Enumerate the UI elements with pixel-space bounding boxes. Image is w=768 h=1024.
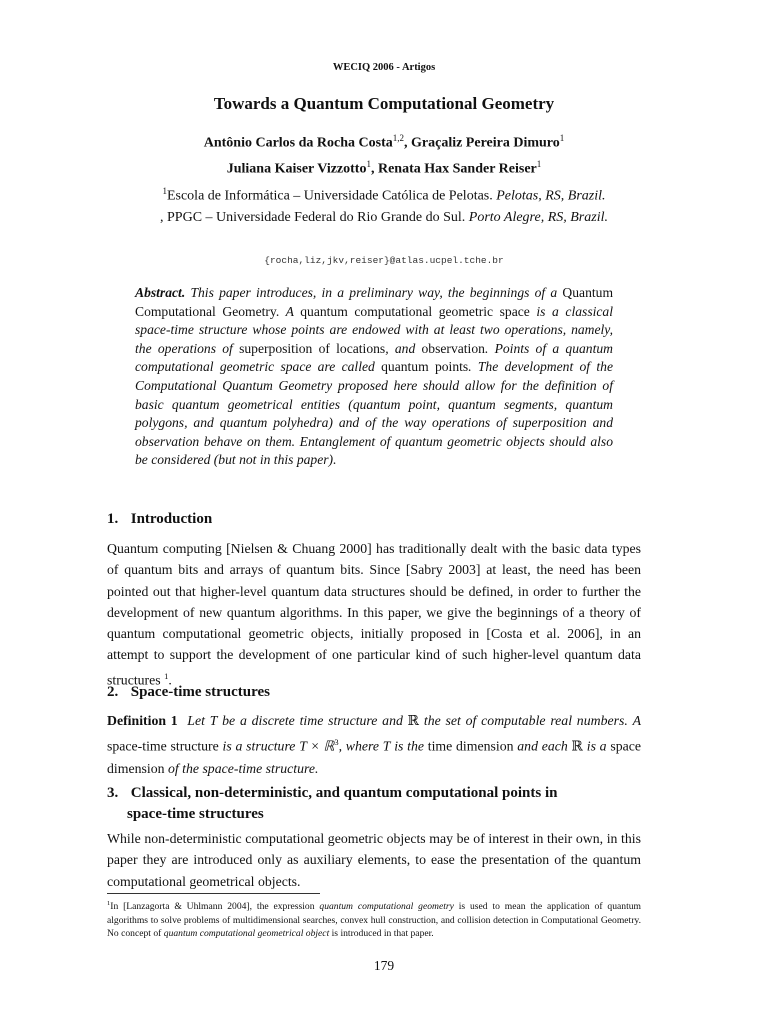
section-title-continued: space-time structures [127,806,264,822]
author-affil-mark: 1 [366,158,371,169]
section-heading-introduction [107,509,647,530]
math-symbol: ℝ [407,713,420,729]
abstract-text: A [285,303,294,319]
paragraph-end: . [168,672,172,688]
section-number: 1. [107,511,119,527]
author-name: Antônio Carlos da Rocha Costa [203,135,393,151]
author-name: Renata Hax Sander Reiser [377,161,537,177]
affiliation-place: Pelotas, RS, Brazil. [496,188,606,204]
footnote-emph: quantum computational geometrical object [163,928,330,940]
abstract-term: quantum points [381,359,469,375]
footnote-1 [107,897,641,941]
definition-1 [107,710,641,779]
footnote-mark: 1 [107,900,111,907]
section-3-paragraph: While non-deterministic computational geometric objects may be of interest in their own, in this paper they are introduced only as auxiliary elements, to ease the presentation of the quantum computational geometrical objects. [107,831,641,889]
author-line-2: Juliana Kaiser Vizzotto$^1$, Renata Hax Sander Reiser$^1$ [226,158,542,177]
definition-text: is a structure [222,738,296,754]
definition-term: time dimension [427,738,514,754]
author-name: Juliana Kaiser Vizzotto [226,161,367,177]
author-line-1: Antônio Carlos da Rocha Costa$^{1,2}$, Graçaliz Pereira Dimuro$^1$ [203,133,565,151]
affiliation-text: , PPGC – Universidade Federal do Rio Grande do Sul. [160,209,466,225]
abstract-text: . The development of the Computational Quantum Geometry proposed here should allow for the definition of basic quantum geometrical entities (quantum point, quantum segments, quantum polygons, and quantum polyhedra) and of the way operations of superposition and observation behave on them. Entanglement of quantum geometric objects should also be considered (but not in this paper). [135,359,613,468]
abstract-term: Quantum Computational Geometry. [135,285,614,319]
definition-text: be a discrete time structure and [222,713,403,728]
abstract-term: quantum computational geometric space [300,303,530,319]
affiliation-2 [0,207,768,228]
affiliation-place: Porto Alegre, RS, Brazil. [468,209,608,225]
affiliations [0,181,768,228]
author-list [0,128,768,179]
definition-text: and each [517,738,568,754]
abstract [135,284,613,470]
definition-text: A [632,713,641,728]
section-title: Introduction [130,511,213,527]
footnote-rule [107,893,320,894]
author-email: {rocha,liz,jkv,reiser}@atlas.ucpel.tche.br [264,255,504,266]
author-name: Graçaliz Pereira Dimuro [411,135,560,151]
math-expression: T × ℝ [299,738,335,754]
affiliation-text: Escola de Informática – Universidade Católica de Pelotas. [166,188,493,204]
section-number: 2. [107,684,119,700]
abstract-text: . Points of a quantum computational geometric space are called [135,340,613,375]
abstract-term: superposition of locations [239,340,386,356]
abstract-text: , and [385,340,416,356]
footnote-text: In [Lanzagorta & Uhlmann 2004], the expression [110,901,315,913]
definition-label: Definition 1 [107,713,178,728]
section-number: 3. [107,785,119,801]
footnote-emph: quantum computational geometry [319,901,454,913]
abstract-text: is a classical space-time structure whose points are endowed with at least two operations, namely, the operations of [135,303,613,356]
paragraph-text: Quantum computing [Nielsen & Chuang 2000] has traditionally dealt with the basic data types of quantum bits and arrays of quantum bits. Since [Sabry 2003] at least, the need has been pointed out that higher-level quantum data structures should be defined, in order to further the development of new quantum algorithms. In this paper, we give the beginnings of a theory of quantum computational geometric objects, initially proposed in [Costa et al. 2006], in an attempt to support the development of one particular kind of such higher-level quantum data structures [107,541,641,688]
section-heading-space-time [107,682,647,703]
introduction-paragraph [107,538,641,691]
paper-title: Towards a Quantum Computational Geometry [213,94,555,113]
section-title: Classical, non-deterministic, and quantum computational points in [130,785,558,801]
definition-term: space dimension [107,738,641,777]
affiliation-1 [0,181,768,207]
definition-text: is the [394,738,424,754]
affiliation-mark: 1 [162,186,167,196]
definition-text: the set of computable real numbers. [423,713,628,728]
page-number: 179 [373,958,395,973]
author-affil-mark: 1 [559,133,565,143]
footnote-text: is used to mean the application of quantum algorithms to solve problems of multidimensional searches, convex hull construction, and collision detection in Computational Geometry. No concept of [107,901,641,940]
definition-text: of the space-time structure. [167,761,319,777]
definition-text: is a [586,738,607,754]
definition-text: Let [187,713,205,728]
running-head: WECIQ 2006 - Artigos [332,62,436,73]
section-heading-computational-points [107,783,647,825]
math-symbol: ℝ [571,738,583,755]
definition-text: , where [338,738,379,754]
section-title: Space-time structures [130,684,271,700]
math-exponent: 3 [334,737,339,748]
definition-term: space-time structure [107,738,219,754]
abstract-label: Abstract. [135,285,186,300]
footnote-ref: 1 [164,670,169,681]
footnote-text: is introduced in that paper. [331,928,434,940]
math-symbol: T [209,713,218,728]
abstract-text: This paper introduces, in a preliminary way, the beginnings of a [190,285,558,300]
abstract-term: observation [421,340,485,356]
author-affil-mark: 1,2 [392,133,404,143]
author-affil-mark: 1 [536,158,542,169]
math-symbol: T [382,738,391,754]
